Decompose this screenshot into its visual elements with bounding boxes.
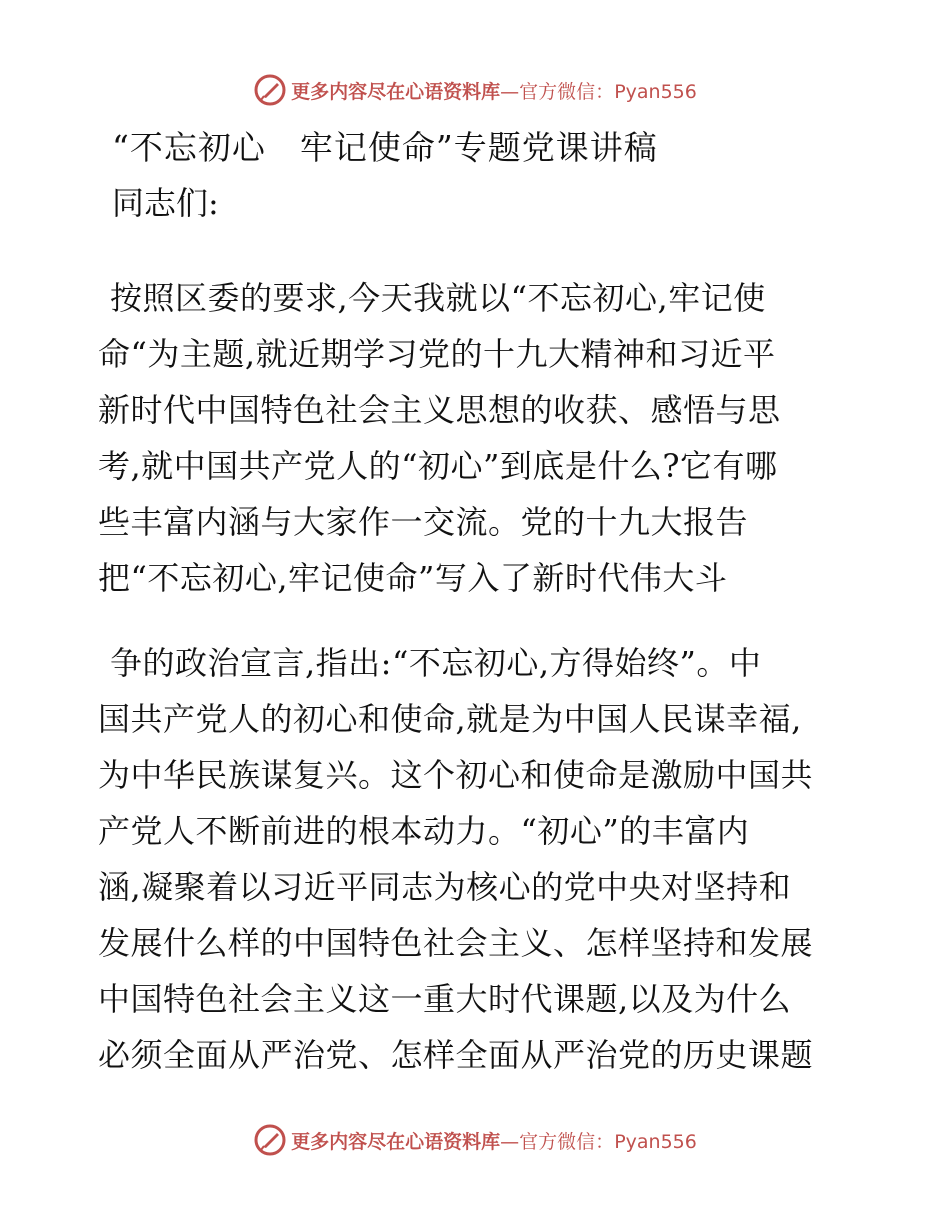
footer-watermark (0, 1120, 950, 1160)
paragraph-line: 按照区委的要求,今天我就以“不忘初心,牢记使 (110, 279, 766, 317)
paragraph-line: 中国特色社会主义这一重大时代课题,以及为什么 (98, 980, 792, 1018)
quill-circle-logo-icon (253, 1123, 287, 1157)
quill-circle-logo-icon (253, 73, 287, 107)
watermark-label: 官方微信： (519, 1130, 615, 1153)
paragraph-line: 命“为主题,就近期学习党的十九大精神和习近平 (98, 335, 776, 373)
paragraph-line: 涵,凝聚着以习近平同志为核心的党中央对坚持和 (98, 868, 792, 906)
paragraph-line: 争的政治宣言,指出:“不忘初心,方得始终”。中 (110, 644, 762, 682)
watermark-text (291, 77, 697, 104)
greeting: 同志们: (112, 184, 219, 222)
watermark-separator: — (500, 1130, 520, 1153)
paragraph-1 (98, 270, 858, 606)
paragraph-line: 国共产党人的初心和使命,就是为中国人民谋幸福, (98, 700, 802, 738)
paragraph-line: 发展什么样的中国特色社会主义、怎样坚持和发展 (98, 924, 814, 962)
paragraph-line: 新时代中国特色社会主义思想的收获、感悟与思 (98, 391, 781, 429)
watermark-site: 更多内容尽在心语资料库 (291, 80, 501, 103)
watermark-text (291, 1127, 697, 1154)
paragraph-line: 考,就中国共产党人的“初心”到底是什么?它有哪 (98, 447, 778, 485)
paragraph-line: 为中华民族谋复兴。这个初心和使命是激励中国共 (98, 756, 814, 794)
paragraph-2 (98, 635, 858, 1083)
watermark-account-id: Pyan556 (614, 80, 697, 103)
watermark-account-id: Pyan556 (614, 1130, 697, 1153)
header-watermark (0, 70, 950, 110)
paragraph-line: 些丰富内涵与大家作一交流。党的十九大报告 (98, 503, 749, 541)
paragraph-line: 产党人不断前进的根本动力。“初心”的丰富内 (98, 812, 750, 850)
paragraph-line: 必须全面从严治党、怎样全面从严治党的历史课题 (98, 1036, 814, 1074)
watermark-label: 官方微信： (519, 80, 615, 103)
paragraph-line: 把“不忘初心,牢记使命”写入了新时代伟大斗 (98, 559, 728, 597)
document-title: “不忘初心 牢记使命”专题党课讲稿 (112, 128, 658, 167)
watermark-separator: — (500, 80, 520, 103)
watermark-site: 更多内容尽在心语资料库 (291, 1130, 501, 1153)
